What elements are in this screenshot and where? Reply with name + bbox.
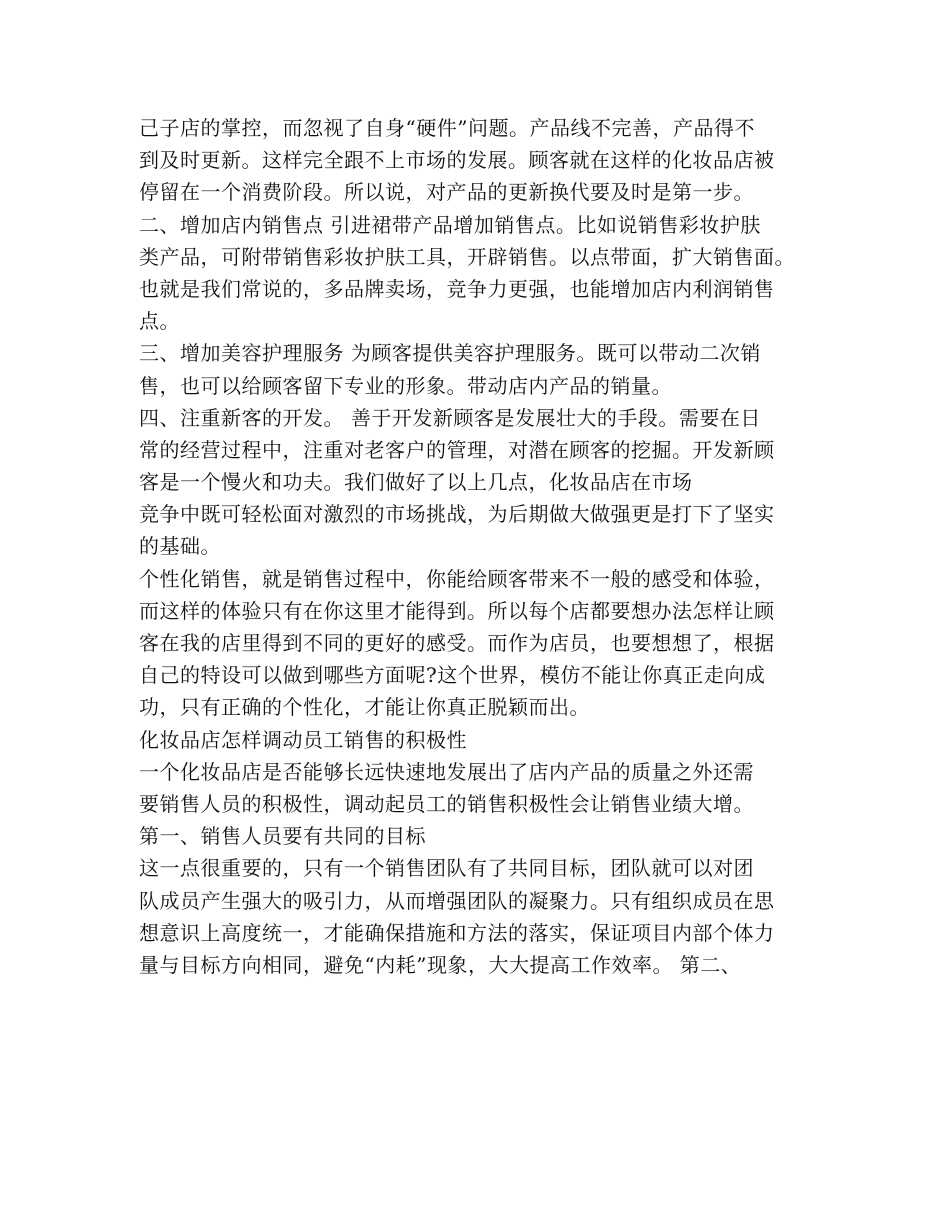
text-line: 售，也可以给顾客留下专业的形象。带动店内产品的销量。 <box>139 373 672 398</box>
text-line: 客是一个慢火和功夫。我们做好了以上几点，化妆品店在市场 <box>139 470 693 495</box>
text-line: 第一、销售人员要有共同的目标 <box>139 824 426 849</box>
text-line: 功，只有正确的个性化，才能让你真正脱颖而出。 <box>139 695 590 720</box>
text-line: 自己的特设可以做到哪些方面呢?这个世界，模仿不能让你真正走向成 <box>139 663 766 688</box>
text-line: 个性化销售，就是销售过程中，你能给顾客带来不一般的感受和体验， <box>139 566 775 591</box>
document-body <box>139 112 839 981</box>
text-line: 一个化妆品店是否能够长远快速地发展出了店内产品的质量之外还需 <box>139 759 754 784</box>
text-line: 化妆品店怎样调动员工销售的积极性 <box>139 727 467 752</box>
text-line: 停留在一个消费阶段。所以说，对产品的更新换代要及时是第一步。 <box>139 180 754 205</box>
text-line: 的基础。 <box>139 534 221 559</box>
text-line: 二、增加店内销售点 引进裙带产品增加销售点。比如说销售彩妆护肤 <box>139 212 761 237</box>
text-line: 竞争中既可轻松面对激烈的市场挑战，为后期做大做强更是打下了坚实 <box>139 502 775 527</box>
text-line: 四、注重新客的开发。 善于开发新顾客是发展壮大的手段。需要在日 <box>139 405 761 430</box>
text-line: 要销售人员的积极性，调动起员工的销售积极性会让销售业绩大增。 <box>139 791 754 816</box>
text-line: 三、增加美容护理服务 为顾客提供美容护理服务。既可以带动二次销 <box>139 341 761 366</box>
text-line: 类产品，可附带销售彩妆护肤工具，开辟销售。以点带面，扩大销售面。 <box>139 244 795 269</box>
text-line: 想意识上高度统一，才能确保措施和方法的落实，保证项目内部个体力 <box>139 920 775 945</box>
text-line: 到及时更新。这样完全跟不上市场的发展。顾客就在这样的化妆品店被 <box>139 148 775 173</box>
text-line: 常的经营过程中，注重对老客户的管理，对潜在顾客的挖掘。开发新顾 <box>139 437 775 462</box>
text-line: 点。 <box>139 309 180 334</box>
text-line: 量与目标方向相同，避免“内耗”现象，大大提高工作效率。 第二、 <box>139 952 742 977</box>
text-line: 客在我的店里得到不同的更好的感受。而作为店员，也要想想了，根据 <box>139 631 775 655</box>
text-line: 也就是我们常说的，多品牌卖场，竞争力更强，也能增加店内利润销售 <box>139 276 775 301</box>
text-line: 己子店的掌控，而忽视了自身“硬件”问题。产品线不完善，产品得不 <box>139 116 755 140</box>
text-line: 队成员产生强大的吸引力，从而增强团队的凝聚力。只有组织成员在思 <box>139 888 775 913</box>
text-line: 这一点很重要的，只有一个销售团队有了共同目标，团队就可以对团 <box>139 856 754 881</box>
text-line: 而这样的体验只有在你这里才能得到。所以每个店都要想办法怎样让顾 <box>139 598 775 623</box>
